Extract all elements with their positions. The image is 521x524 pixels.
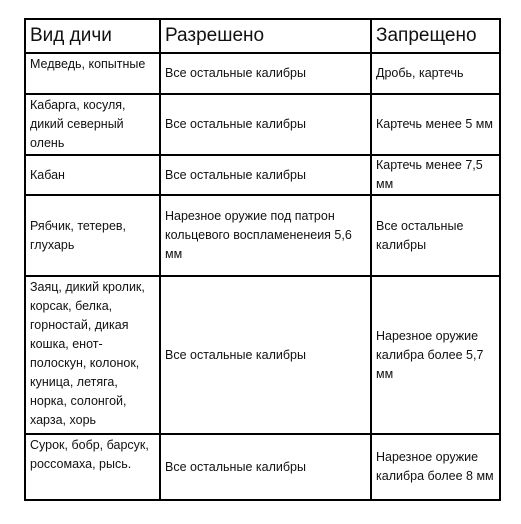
header-row [25,19,500,53]
table-row [25,53,500,94]
header-game-type: Вид дичи [25,19,160,53]
cell-allowed: Все остальные калибры [160,276,371,434]
cell-allowed: Нарезное оружие под патрон кольцевого воспламененеия 5,6 мм [160,195,371,276]
hunting-caliber-table [24,18,501,501]
cell-game: Кабарга, косуля, дикий северный олень [25,94,160,155]
table-row [25,195,500,276]
cell-game: Медведь, копытные [25,53,160,94]
header-forbidden: Запрещено [371,19,500,53]
cell-game: Заяц, дикий кролик, корсак, белка, горностай, дикая кошка, енот-полоскун, колонок, куница, летяга, норка, солонгой, харза, хорь [25,276,160,434]
header-allowed: Разрешено [160,19,371,53]
cell-game: Сурок, бобр, барсук, россомаха, рысь. [25,434,160,500]
cell-forbidden: Картечь менее 7,5 мм [371,155,500,195]
cell-allowed: Все остальные калибры [160,155,371,195]
cell-allowed: Все остальные калибры [160,434,371,500]
table-row [25,94,500,155]
table-row [25,155,500,195]
cell-forbidden: Картечь менее 5 мм [371,94,500,155]
cell-allowed: Все остальные калибры [160,94,371,155]
table-row [25,434,500,500]
cell-allowed: Все остальные калибры [160,53,371,94]
cell-forbidden: Нарезное оружие калибра более 5,7 мм [371,276,500,434]
table-row [25,276,500,434]
cell-forbidden: Нарезное оружие калибра более 8 мм [371,434,500,500]
cell-game: Рябчик, тетерев, глухарь [25,195,160,276]
cell-forbidden: Дробь, картечь [371,53,500,94]
cell-forbidden: Все остальные калибры [371,195,500,276]
cell-game: Кабан [25,155,160,195]
